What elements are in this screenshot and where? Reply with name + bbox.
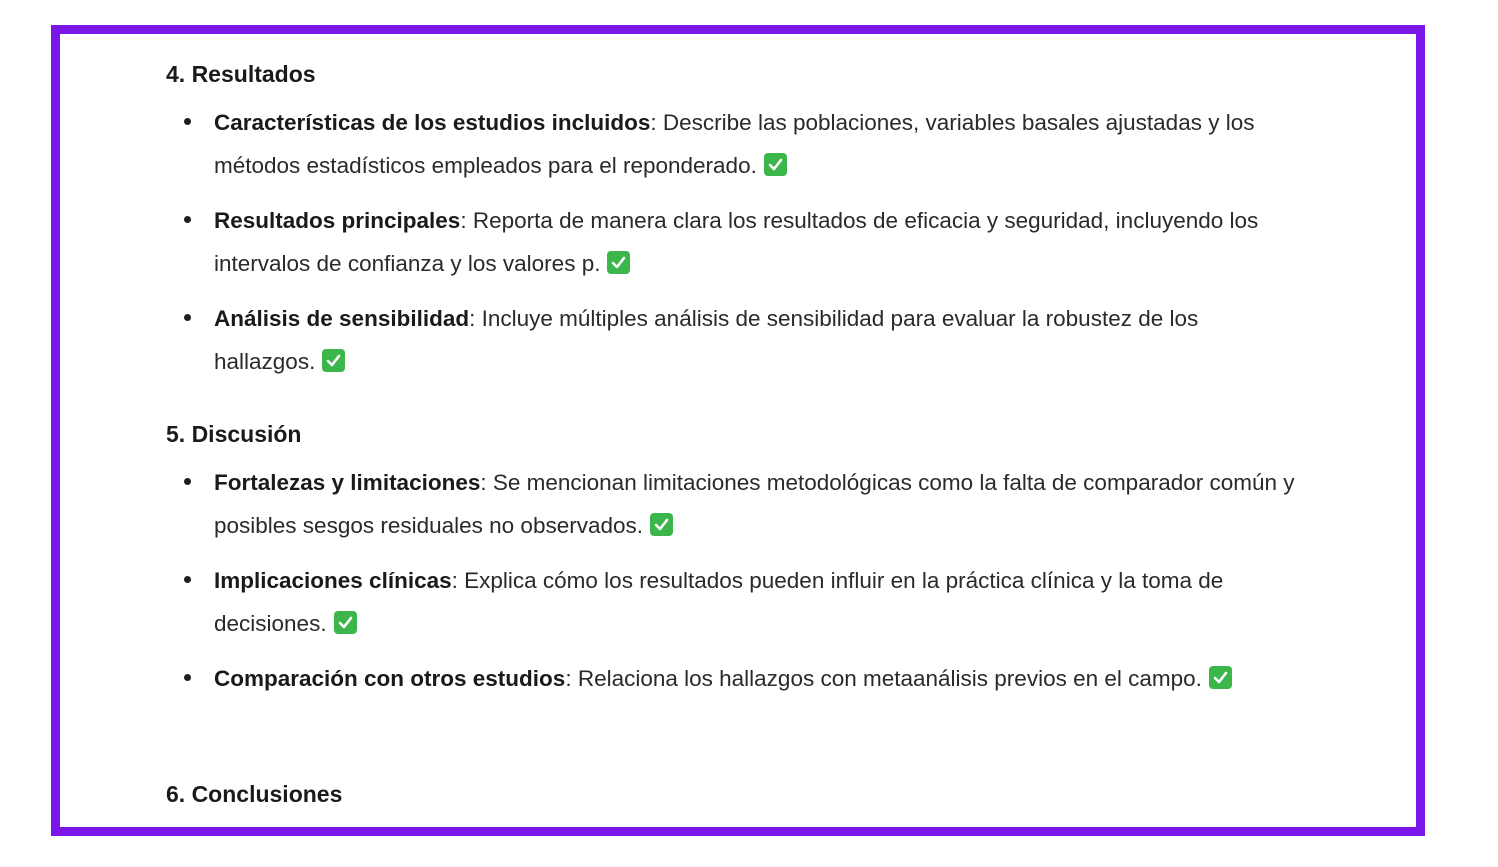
bullet-icon bbox=[184, 314, 191, 321]
section-heading-discusion: 5. Discusión bbox=[166, 421, 302, 447]
check-mark-button-icon bbox=[334, 611, 357, 634]
discusion-list bbox=[166, 461, 1296, 712]
check-mark-button-icon bbox=[650, 513, 673, 536]
item-text: : Se mencionan limitaciones metodológicas como la falta de comparador común y posibles sesgos residuales no observados. bbox=[214, 470, 1295, 538]
item-text: : Relaciona los hallazgos con metaanálisis previos en el campo. bbox=[565, 666, 1202, 691]
list-item bbox=[166, 297, 1296, 383]
check-mark-button-icon bbox=[322, 349, 345, 372]
list-item bbox=[166, 199, 1296, 285]
list-item bbox=[166, 657, 1296, 700]
item-text: : Incluye múltiples análisis de sensibilidad para evaluar la robustez de los hallazgos. bbox=[214, 306, 1199, 374]
item-title: Resultados principales bbox=[214, 208, 461, 233]
bullet-icon bbox=[184, 576, 191, 583]
list-item bbox=[166, 461, 1296, 547]
check-mark-button-icon bbox=[764, 153, 787, 176]
item-title: Implicaciones clínicas bbox=[214, 568, 452, 593]
content-frame bbox=[51, 25, 1425, 836]
bullet-icon bbox=[184, 118, 191, 125]
section-heading-conclusiones: 6. Conclusiones bbox=[166, 781, 343, 807]
list-item bbox=[166, 559, 1296, 645]
item-title: Comparación con otros estudios bbox=[214, 666, 566, 691]
item-text: : Explica cómo los resultados pueden influir en la práctica clínica y la toma de decisiones. bbox=[214, 568, 1224, 636]
item-text: : Reporta de manera clara los resultados de eficacia y seguridad, incluyendo los intervalos de confianza y los valores p. bbox=[214, 208, 1259, 276]
section-heading-resultados: 4. Resultados bbox=[166, 61, 316, 87]
resultados-list bbox=[166, 101, 1296, 395]
item-title: Fortalezas y limitaciones bbox=[214, 470, 481, 495]
bullet-icon bbox=[184, 216, 191, 223]
item-text: : Describe las poblaciones, variables basales ajustadas y los métodos estadísticos empleados para el reponderado. bbox=[214, 110, 1255, 178]
list-item bbox=[166, 101, 1296, 187]
item-title: Análisis de sensibilidad bbox=[214, 306, 470, 331]
check-mark-button-icon bbox=[1209, 666, 1232, 689]
item-title: Características de los estudios incluidos bbox=[214, 110, 651, 135]
bullet-icon bbox=[184, 478, 191, 485]
check-mark-button-icon bbox=[607, 251, 630, 274]
bullet-icon bbox=[184, 674, 191, 681]
